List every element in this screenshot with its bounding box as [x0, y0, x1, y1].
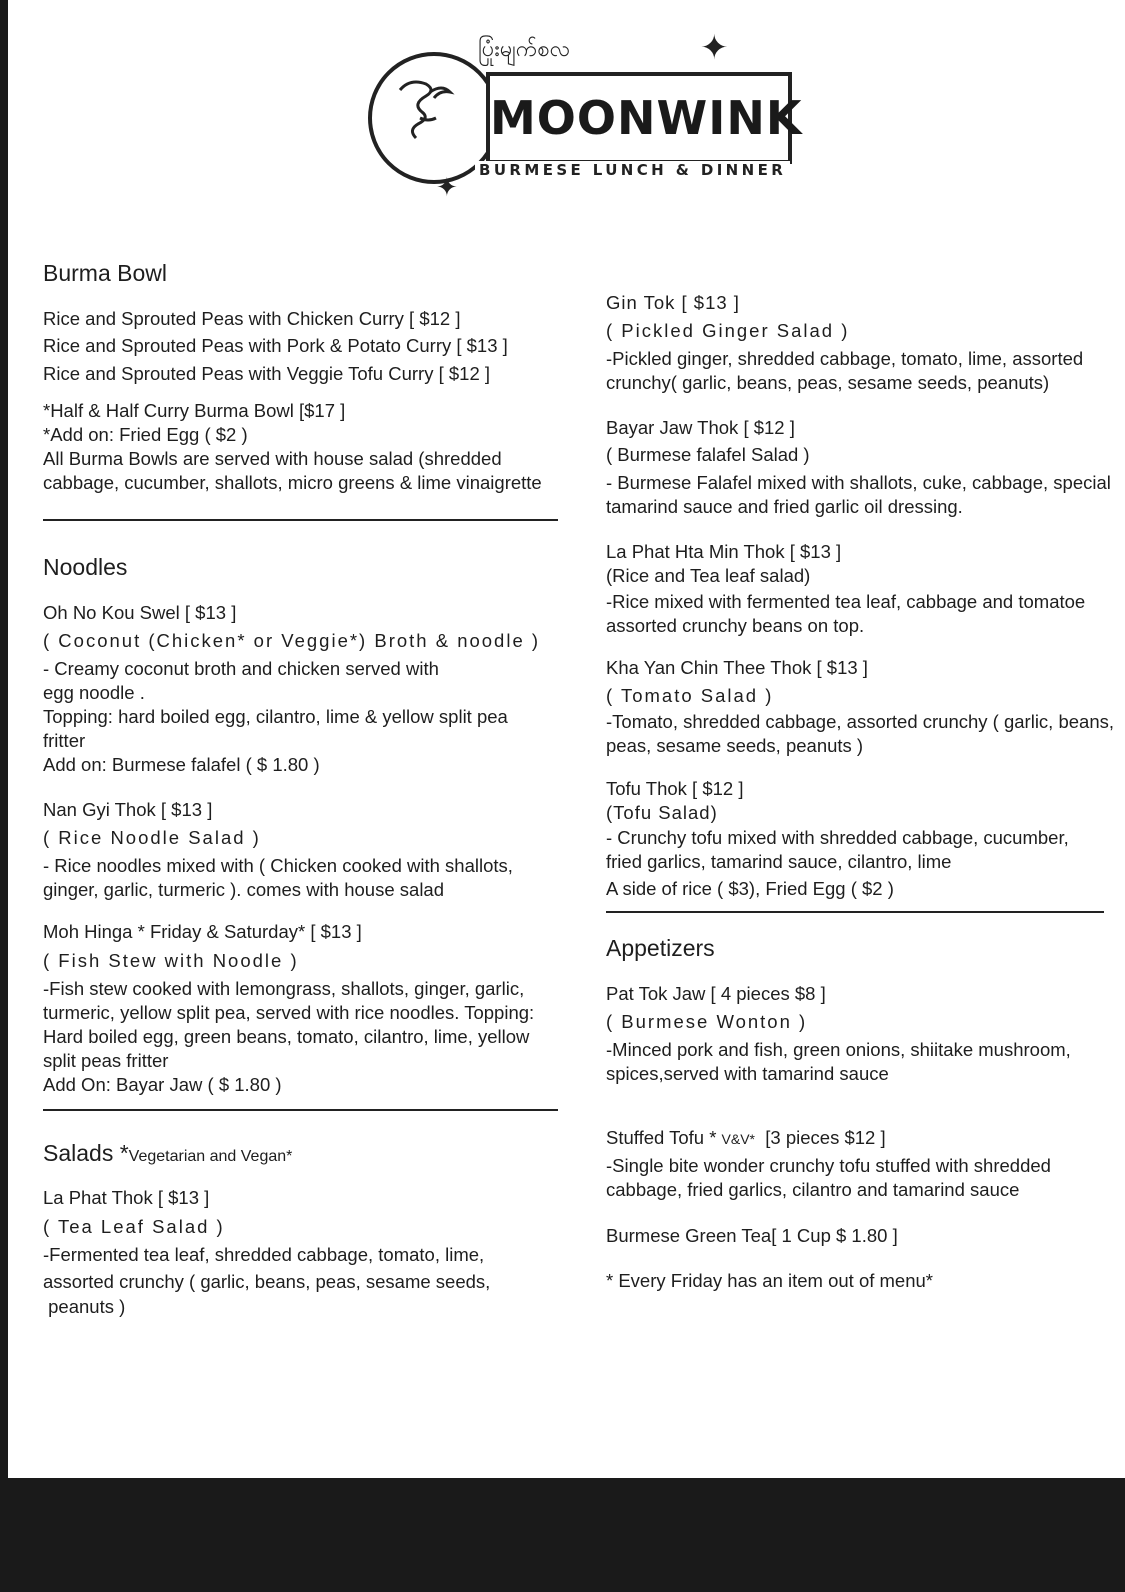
- item-title-la-phat-thok: La Phat Thok [ $13 ]: [43, 1187, 210, 1208]
- item-desc: tamarind sauce and fried garlic oil dressing.: [606, 496, 963, 517]
- item-desc: - Burmese Falafel mixed with shallots, cuke, cabbage, special: [606, 472, 1111, 493]
- item-title-gin-tok: Gin Tok [ $13 ]: [606, 292, 740, 313]
- item-desc: fried garlics, tamarind sauce, cilantro, lime: [606, 851, 952, 872]
- item-subtitle: ( Burmese falafel Salad ): [606, 444, 810, 465]
- brand-name: MOONWINK: [490, 91, 803, 145]
- item-desc: -Fermented tea leaf, shredded cabbage, tomato, lime,: [43, 1244, 485, 1265]
- item-desc: - Crunchy tofu mixed with shredded cabbage, cucumber,: [606, 827, 1069, 848]
- section-heading-noodles: Noodles: [43, 554, 128, 580]
- small-star-icon: ✦: [436, 172, 458, 202]
- section-divider: [43, 519, 558, 521]
- item-title-burmese-green-tea: Burmese Green Tea[ 1 Cup $ 1.80 ]: [606, 1225, 898, 1246]
- note-line: *Half & Half Curry Burma Bowl [$17 ]: [43, 400, 346, 421]
- item-desc: Add On: Bayar Jaw ( $ 1.80 ): [43, 1074, 282, 1095]
- item-desc: assorted crunchy beans on top.: [606, 615, 865, 636]
- salads-heading-note: Vegetarian and Vegan*: [128, 1148, 293, 1165]
- brand-tagline: BURMESE LUNCH & DINNER: [475, 161, 790, 179]
- item-desc: peanuts ): [43, 1296, 126, 1317]
- item-desc: A side of rice ( $3), Fried Egg ( $2 ): [606, 878, 894, 899]
- item-desc: -Single bite wonder crunchy tofu stuffed with shredded: [606, 1155, 1051, 1176]
- item-title-moh-hinga: Moh Hinga * Friday & Saturday* [ $13 ]: [43, 921, 362, 942]
- item-title-nan-gyi-thok: Nan Gyi Thok [ $13 ]: [43, 799, 213, 820]
- section-heading-appetizers: Appetizers: [606, 935, 715, 961]
- item-title-la-phat-hta-min-thok: La Phat Hta Min Thok [ $13 ]: [606, 541, 842, 562]
- item-desc: egg noodle .: [43, 682, 145, 703]
- stuffed-tofu-price: [3 pieces $12 ]: [755, 1127, 886, 1148]
- item-desc: peas, sesame seeds, peanuts ): [606, 735, 864, 756]
- stuffed-tofu-tag: V&V*: [721, 1131, 756, 1147]
- menu-item-line: Rice and Sprouted Peas with Veggie Tofu Curry [ $12 ]: [43, 363, 491, 384]
- item-desc: - Creamy coconut broth and chicken served with: [43, 658, 439, 679]
- item-subtitle: (Tofu Salad): [606, 802, 718, 823]
- item-subtitle: ( Rice Noodle Salad ): [43, 827, 261, 848]
- item-desc: -Rice mixed with fermented tea leaf, cabbage and tomatoe: [606, 591, 1086, 612]
- item-desc: crunchy( garlic, beans, peas, sesame seeds, peanuts): [606, 372, 1050, 393]
- item-desc: -Pickled ginger, shredded cabbage, tomato, lime, assorted: [606, 348, 1084, 369]
- item-desc: -Fish stew cooked with lemongrass, shallots, ginger, garlic,: [43, 978, 525, 999]
- section-divider: [606, 911, 1104, 913]
- menu-sheet: [8, 0, 1125, 1478]
- menu-item-line: Rice and Sprouted Peas with Chicken Curry [ $12 ]: [43, 308, 461, 329]
- item-subtitle: ( Burmese Wonton ): [606, 1011, 808, 1032]
- item-desc: split peas fritter: [43, 1050, 169, 1071]
- item-subtitle: ( Tomato Salad ): [606, 685, 774, 706]
- brand-burmese-name: ပြုံးမျက်စလ: [478, 37, 571, 62]
- item-subtitle: (Rice and Tea leaf salad): [606, 565, 811, 586]
- note-line: All Burma Bowls are served with house salad (shredded: [43, 448, 502, 469]
- section-heading-burma-bowl: Burma Bowl: [43, 260, 167, 286]
- item-desc: Add on: Burmese falafel ( $ 1.80 ): [43, 754, 320, 775]
- item-desc: fritter: [43, 730, 86, 751]
- item-desc: cabbage, fried garlics, cilantro and tamarind sauce: [606, 1179, 1020, 1200]
- item-subtitle: ( Coconut (Chicken* or Veggie*) Broth & noodle ): [43, 630, 541, 651]
- note-line: cabbage, cucumber, shallots, micro greens & lime vinaigrette: [43, 472, 542, 493]
- item-subtitle: ( Fish Stew with Noodle ): [43, 950, 299, 971]
- section-divider: [43, 1109, 558, 1111]
- item-desc: - Rice noodles mixed with ( Chicken cooked with shallots,: [43, 855, 513, 876]
- logo-wordmark-box: [486, 72, 803, 164]
- friday-note: * Every Friday has an item out of menu*: [606, 1270, 933, 1291]
- item-subtitle: ( Tea Leaf Salad ): [43, 1216, 225, 1237]
- item-desc: spices,served with tamarind sauce: [606, 1063, 889, 1084]
- item-desc: Hard boiled egg, green beans, tomato, cilantro, lime, yellow: [43, 1026, 530, 1047]
- item-desc: ginger, garlic, turmeric ). comes with house salad: [43, 879, 445, 900]
- item-title-stuffed-tofu: [606, 1126, 886, 1151]
- item-title-pat-tok-jaw: Pat Tok Jaw [ 4 pieces $8 ]: [606, 983, 826, 1004]
- menu-item-line: Rice and Sprouted Peas with Pork & Potato Curry [ $13 ]: [43, 335, 508, 356]
- item-title-bayar-jaw-thok: Bayar Jaw Thok [ $12 ]: [606, 417, 795, 438]
- sparkle-star-icon: ✦: [700, 29, 729, 67]
- item-title-tofu-thok: Tofu Thok [ $12 ]: [606, 778, 744, 799]
- item-desc: turmeric, yellow split pea, served with rice noodles. Topping:: [43, 1002, 535, 1023]
- item-title-kha-yan-chin-thee-thok: Kha Yan Chin Thee Thok [ $13 ]: [606, 657, 868, 678]
- item-title-oh-no-kou-swel: Oh No Kou Swel [ $13 ]: [43, 602, 237, 623]
- item-desc: -Tomato, shredded cabbage, assorted crunchy ( garlic, beans,: [606, 711, 1115, 732]
- salads-heading-text: Salads *: [43, 1140, 129, 1166]
- item-desc: assorted crunchy ( garlic, beans, peas, sesame seeds,: [43, 1271, 491, 1292]
- item-subtitle: ( Pickled Ginger Salad ): [606, 320, 850, 341]
- section-heading-salads: [43, 1139, 292, 1167]
- item-desc: -Minced pork and fish, green onions, shiitake mushroom,: [606, 1039, 1071, 1060]
- item-desc: Topping: hard boiled egg, cilantro, lime & yellow split pea: [43, 706, 508, 727]
- note-line: *Add on: Fried Egg ( $2 ): [43, 424, 248, 445]
- stuffed-tofu-name: Stuffed Tofu *: [606, 1127, 722, 1148]
